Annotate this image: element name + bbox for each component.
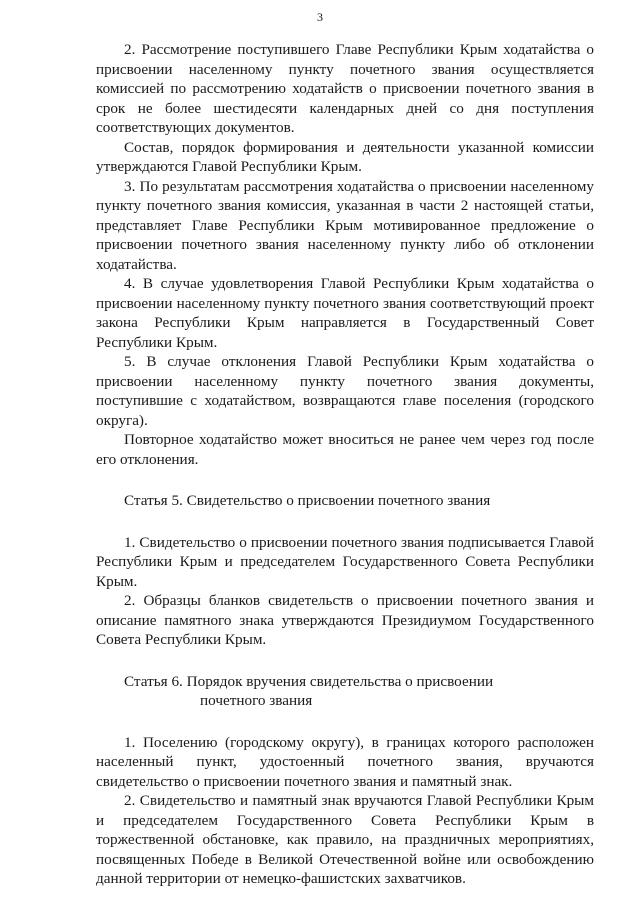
document-body bbox=[96, 40, 594, 889]
paragraph-repeat-petition: Повторное ходатайство может вноситься не ранее чем через год после его отклонения. bbox=[96, 431, 594, 468]
article-6-paragraph-1: 1. Поселению (городскому округу), в границах которого расположен населенный пункт, удостоенный почетного звания, вручаются свидетельство о присвоении почетного звания и памятный знак. bbox=[96, 733, 594, 790]
paragraph-2: 2. Рассмотрение поступившего Главе Республики Крым ходатайства о присвоении населенному пункту почетного звания осуществляется комиссией по рассмотрению ходатайств о присвоении почетного звания в срок не более шестидесяти календарных дней со дня поступления соответствующих документов. bbox=[96, 41, 594, 136]
article-6-title-line-1: Статья 6. Порядок вручения свидетельства о присвоении bbox=[124, 672, 494, 690]
article-6-title-line-2: почетного звания bbox=[200, 692, 313, 709]
document-page bbox=[96, 0, 594, 905]
article-5-title: Статья 5. Свидетельство о присвоении почетного звания bbox=[124, 492, 491, 509]
paragraph-3: 3. По результатам рассмотрения ходатайства о присвоении населенному пункту почетного звания комиссия, указанная в части 2 настоящей статьи, представляет Главе Республики Крым мотивированное предложение о присвоении почетного звания населенному пункту либо об отклонении ходатайства. bbox=[96, 177, 594, 273]
article-6-paragraph-2: 2. Свидетельство и памятный знак вручаются Главой Республики Крым и председателем Государственного Совета Республики Крым в торжественной обстановке, как правило, на праздничных мероприятиях, посвященных Победе в Великой Отечественной войне или освобождению данной территории от немецко-фашистских захватчиков. bbox=[96, 792, 594, 887]
page-number: 3 bbox=[317, 10, 323, 24]
article-6-title bbox=[96, 672, 594, 711]
paragraph-commission: Состав, порядок формирования и деятельности указанной комиссии утверждаются Главой Республики Крым. bbox=[96, 138, 594, 175]
paragraph-5: 5. В случае отклонения Главой Республики Крым ходатайства о присвоении населенному пункту почетного звания документы, поступившие с ходатайством, возвращаются главе поселения (городского округа). bbox=[96, 353, 594, 429]
article-5-paragraph-2: 2. Образцы бланков свидетельств о присвоении почетного звания и описание памятного знака утверждаются Президиумом Государственного Совета Республики Крым. bbox=[96, 592, 594, 648]
article-5-paragraph-1: 1. Свидетельство о присвоении почетного звания подписывается Главой Республики Крым и председателем Государственного Совета Республики Крым. bbox=[96, 533, 594, 590]
paragraph-4: 4. В случае удовлетворения Главой Республики Крым ходатайства о присвоении населенному пункту почетного звания соответствующий проект закона Республики Крым направляется в Государственный Совет Республики Крым. bbox=[96, 275, 594, 351]
